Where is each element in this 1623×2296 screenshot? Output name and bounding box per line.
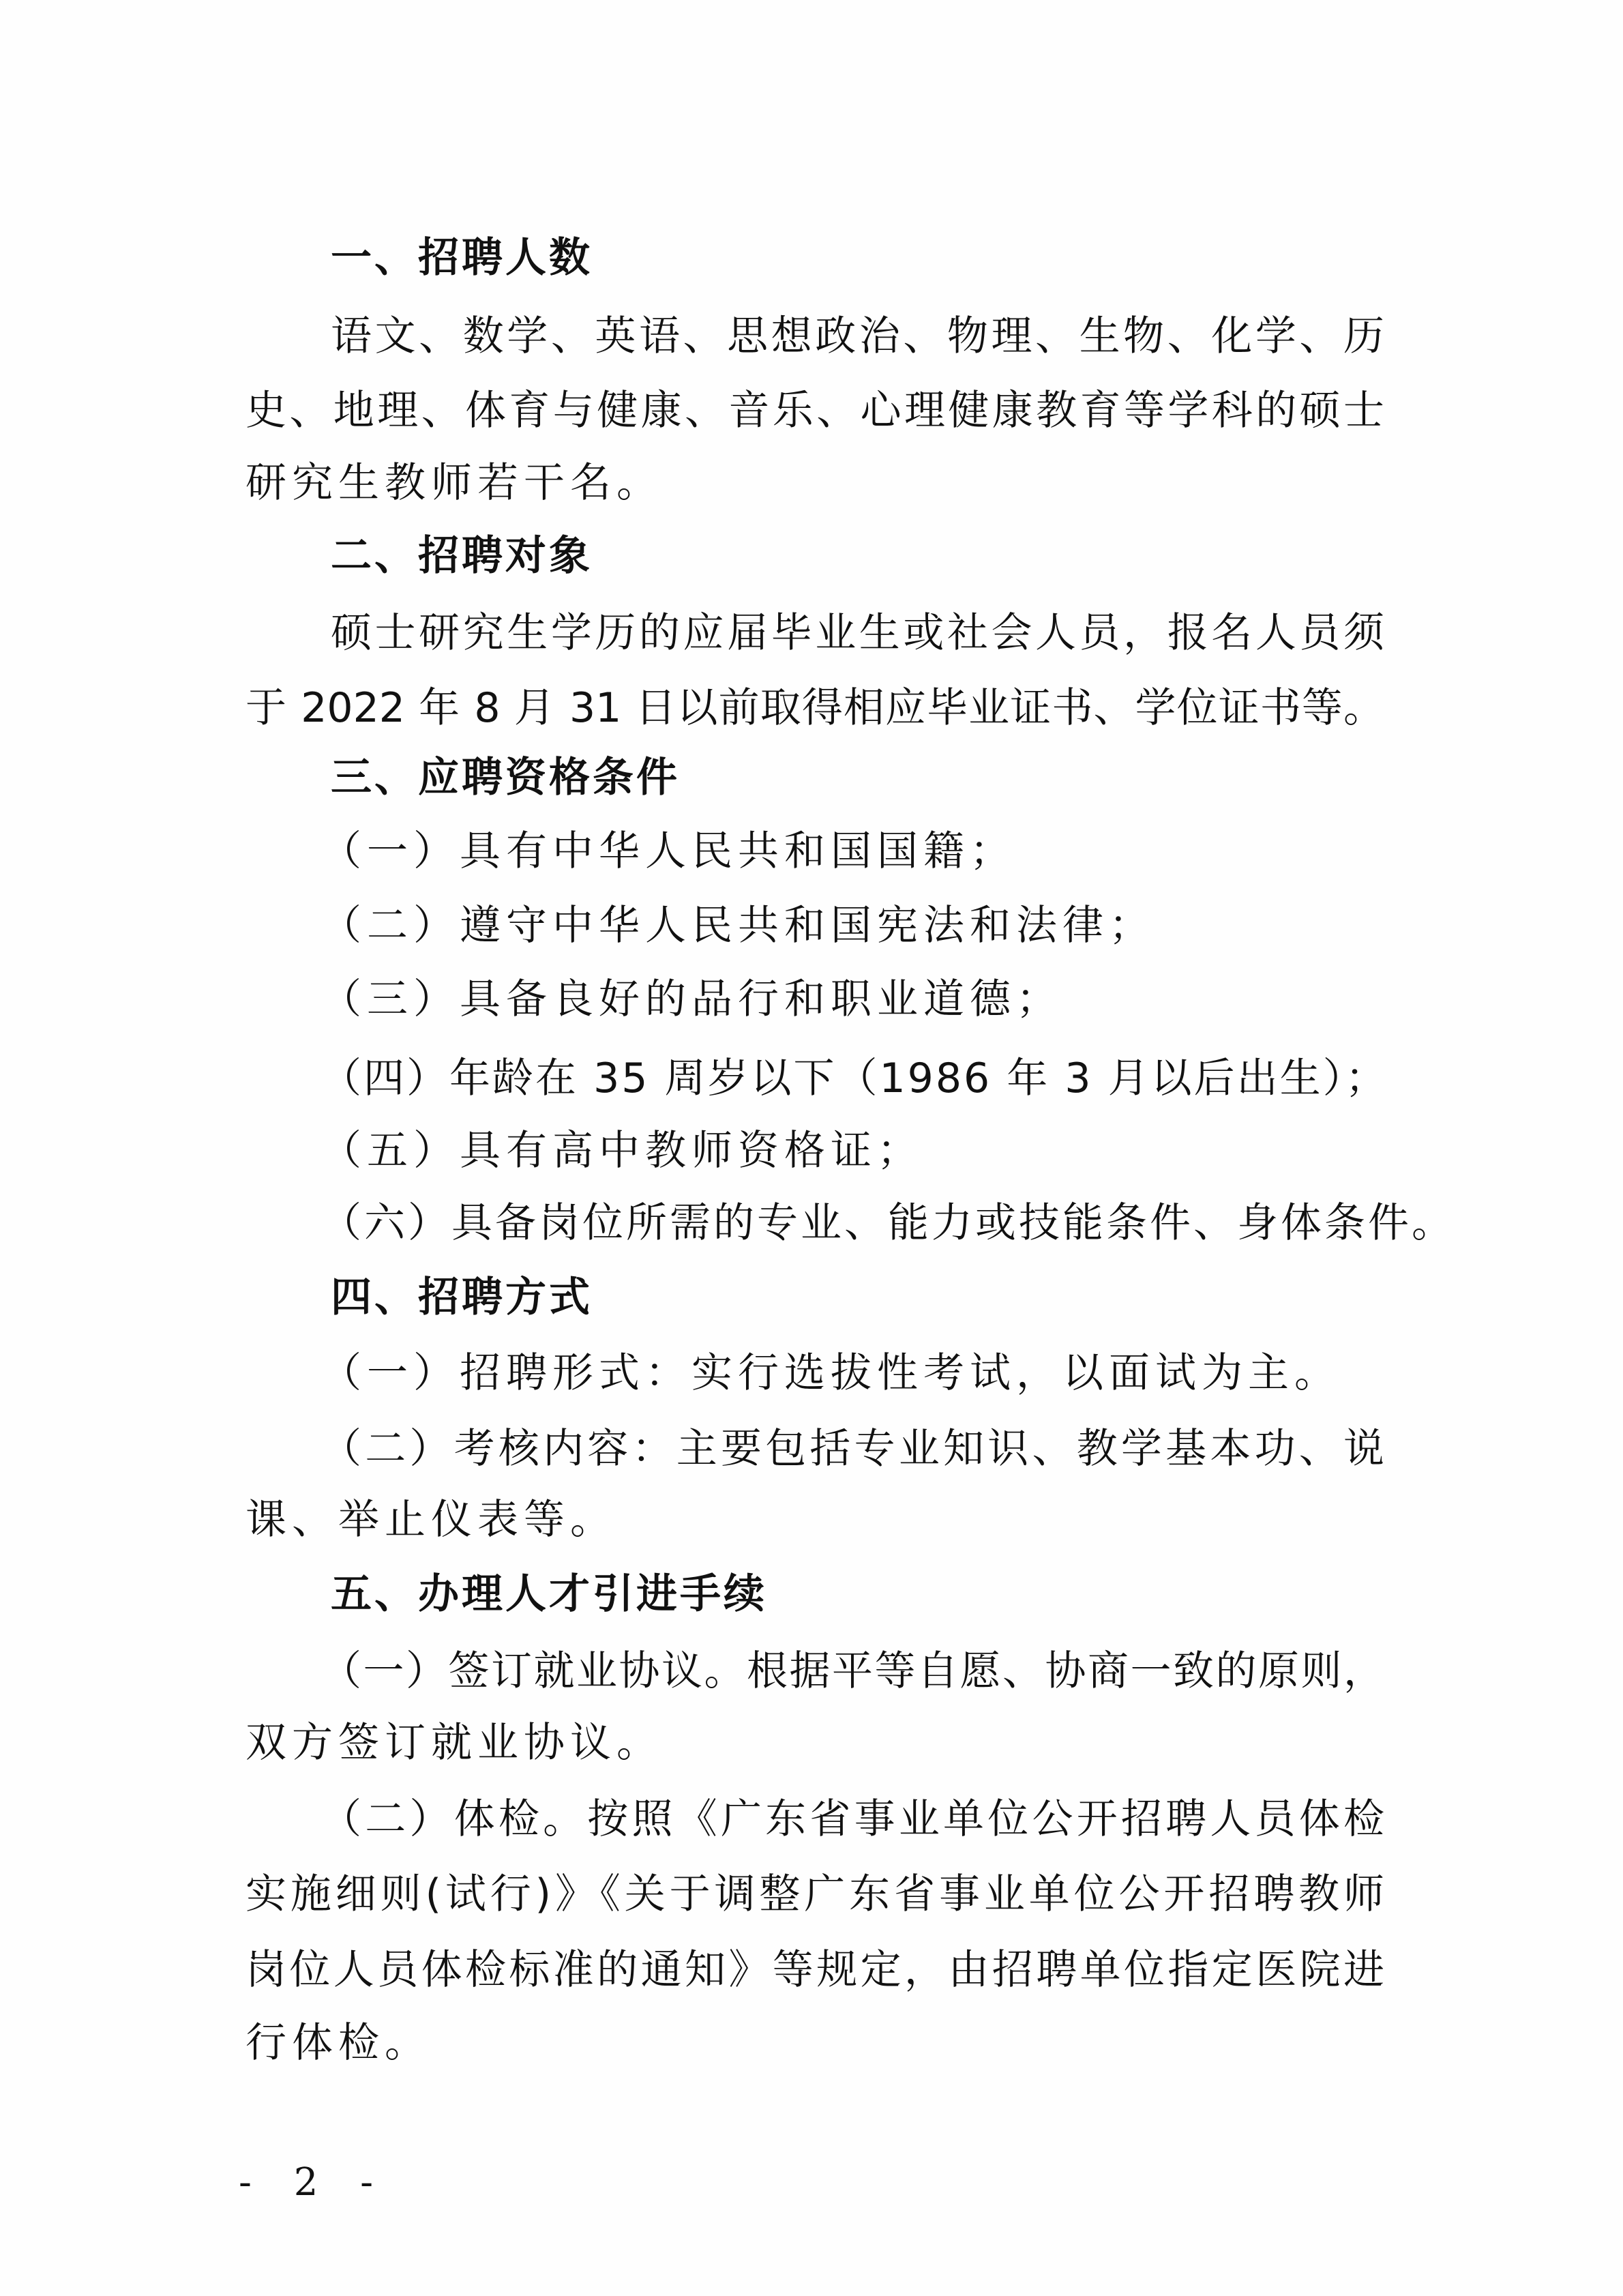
- page-number: - 2 -: [239, 2160, 389, 2205]
- paragraph-line: 行体检。: [245, 2019, 431, 2067]
- section-heading-3: 三、应聘资格条件: [331, 754, 680, 801]
- paragraph-line: 语文、数学、英语、思想政治、物理、生物、化学、历: [331, 312, 1384, 360]
- qualification-item-1: （一）具有中华人民共和国国籍；: [321, 827, 1016, 875]
- section-heading-4: 四、招聘方式: [331, 1274, 593, 1321]
- paragraph-line: 双方签订就业协议。: [245, 1719, 663, 1767]
- agreement-line: （一）签订就业协议。根据平等自愿、协商一致的原则，: [321, 1647, 1384, 1695]
- qualification-item-6: （六）具备岗位所需的专业、能力或技能条件、身体条件。: [321, 1199, 1455, 1247]
- section-heading-1: 一、招聘人数: [331, 234, 593, 282]
- paragraph-line: 实施细则(试行)》《关于调整广东省事业单位公开招聘教师: [245, 1870, 1384, 1918]
- paragraph-line: 研究生教师若干名。: [245, 459, 663, 507]
- recruitment-form-line: （一）招聘形式：实行选拔性考试，以面试为主。: [321, 1349, 1341, 1397]
- qualification-item-2: （二）遵守中华人民共和国宪法和法律；: [321, 902, 1155, 950]
- paragraph-line: 于 2022 年 8 月 31 日以前取得相应毕业证书、学位证书等。: [245, 684, 1384, 732]
- section-heading-5: 五、办理人才引进手续: [331, 1570, 767, 1618]
- qualification-item-5: （五）具有高中教师资格证；: [321, 1127, 923, 1175]
- qualification-item-4: （四）年龄在 35 周岁以下（1986 年 3 月以后出生）；: [321, 1055, 1388, 1102]
- paragraph-line: 硕士研究生学历的应届毕业生或社会人员，报名人员须: [331, 609, 1384, 657]
- assessment-content-line: （二）考核内容：主要包括专业知识、教学基本功、说: [321, 1425, 1384, 1473]
- section-heading-2: 二、招聘对象: [331, 532, 593, 580]
- paragraph-line: 课、举止仪表等。: [245, 1496, 616, 1544]
- qualification-item-3: （三）具备良好的品行和职业道德；: [321, 975, 1062, 1023]
- medical-exam-line: （二）体检。按照《广东省事业单位公开招聘人员体检: [321, 1795, 1384, 1843]
- paragraph-line: 岗位人员体检标准的通知》等规定，由招聘单位指定医院进: [245, 1946, 1384, 1994]
- paragraph-line: 史、地理、体育与健康、音乐、心理健康教育等学科的硕士: [245, 387, 1384, 435]
